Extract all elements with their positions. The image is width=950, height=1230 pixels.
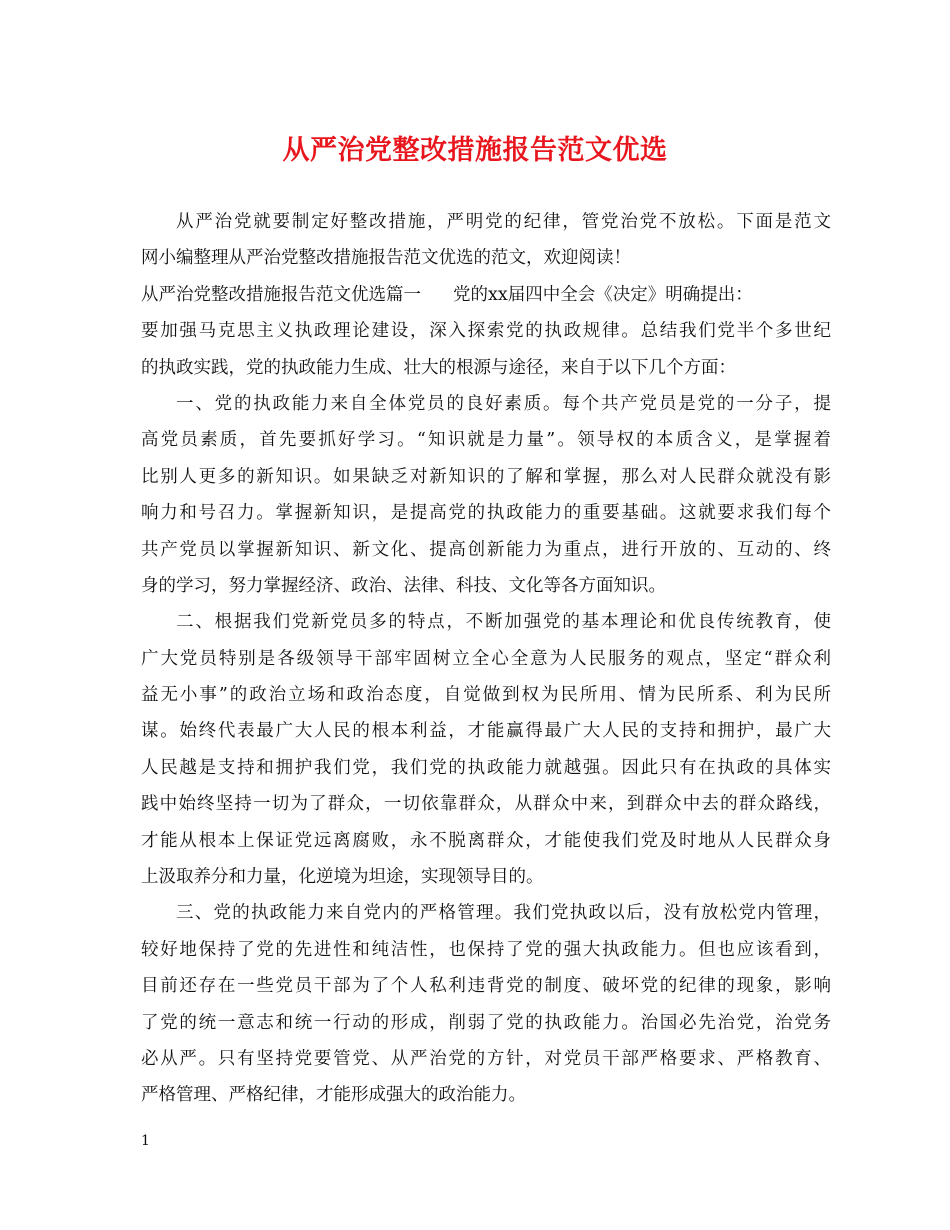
paragraph-line: 必从严。只有坚持党要管党、从严治党的方针，对党员干部严格要求、严格教育、 xyxy=(141,1048,831,1069)
paragraph-line: 践中始终坚持一切为了群众，一切依靠群众，从群众中来，到群众中去的群众路线， xyxy=(141,794,831,815)
paragraph-line: 较好地保持了党的先进性和纯洁性，也保持了党的强大执政能力。但也应该看到， xyxy=(141,939,831,960)
paragraph-line: 共产党员以掌握新知识、新文化、提高创新能力为重点，进行开放的、互动的、终 xyxy=(141,539,831,560)
paragraph-line: 高党员素质，首先要抓好学习。“知识就是力量”。领导权的本质含义，是掌握着 xyxy=(141,430,831,451)
paragraph-line: 的执政实践，党的执政能力生成、壮大的根源与途径，来自于以下几个方面： xyxy=(141,357,736,378)
document-body xyxy=(141,204,831,1114)
paragraph-line: 三、党的执政能力来自党内的严格管理。我们党执政以后，没有放松党内管理， xyxy=(176,903,831,924)
paragraph-line: 人民越是支持和拥护我们党，我们党的执政能力就越强。因此只有在执政的具体实 xyxy=(141,757,831,778)
paragraph-line: 网小编整理从严治党整改措施报告范文优选的范文，欢迎阅读！ xyxy=(141,248,631,269)
paragraph-line: 比别人更多的新知识。如果缺乏对新知识的了解和掌握，那么对人民群众就没有影 xyxy=(141,466,831,487)
paragraph-line: 要加强马克思主义执政理论建设，深入探索党的执政规律。总结我们党半个多世纪 xyxy=(141,321,831,342)
paragraph-line: 谋。始终代表最广大人民的根本利益，才能赢得最广大人民的支持和拥护，最广大 xyxy=(141,721,831,742)
paragraph-line: 才能从根本上保证党远离腐败，永不脱离群众，才能使我们党及时地从人民群众身 xyxy=(141,830,831,851)
paragraph-line: 二、根据我们党新党员多的特点，不断加强党的基本理论和优良传统教育，使 xyxy=(176,612,831,633)
paragraph-line: 从严治党就要制定好整改措施，严明党的纪律，管党治党不放松。下面是范文 xyxy=(176,212,831,232)
document-title: 从严治党整改措施报告范文优选 xyxy=(282,135,668,166)
paragraph-text: 党的xx届四中全会《决定》明确提出： xyxy=(453,284,753,305)
paragraph-line: 一、党的执政能力来自全体党员的良好素质。每个共产党员是党的一分子，提 xyxy=(176,393,831,414)
section-heading-line xyxy=(141,277,831,313)
paragraph-line: 严格管理、严格纪律，才能形成强大的政治能力。 xyxy=(141,1085,526,1106)
section-heading: 从严治党整改措施报告范文优选篇一 xyxy=(141,284,421,305)
paragraph-line: 身的学习，努力掌握经济、政治、法律、科技、文化等各方面知识。 xyxy=(141,575,666,596)
paragraph-line: 目前还存在一些党员干部为了个人私利违背党的制度、破坏党的纪律的现象，影响 xyxy=(141,976,831,997)
paragraph-line: 益无小事”的政治立场和政治态度，自觉做到权为民所用、情为民所系、利为民所 xyxy=(141,685,831,706)
paragraph-line: 响力和号召力。掌握新知识，是提高党的执政能力的重要基础。这就要求我们每个 xyxy=(141,503,831,524)
paragraph-line: 上汲取养分和力量，化逆境为坦途，实现领导目的。 xyxy=(141,867,544,888)
paragraph-line: 了党的统一意志和统一行动的形成，削弱了党的执政能力。治国必先治党，治党务 xyxy=(141,1012,831,1033)
paragraph-line: 广大党员特别是各级领导干部牢固树立全心全意为人民服务的观点，坚定“群众利 xyxy=(141,648,831,669)
page-number: 1 xyxy=(141,1133,150,1149)
